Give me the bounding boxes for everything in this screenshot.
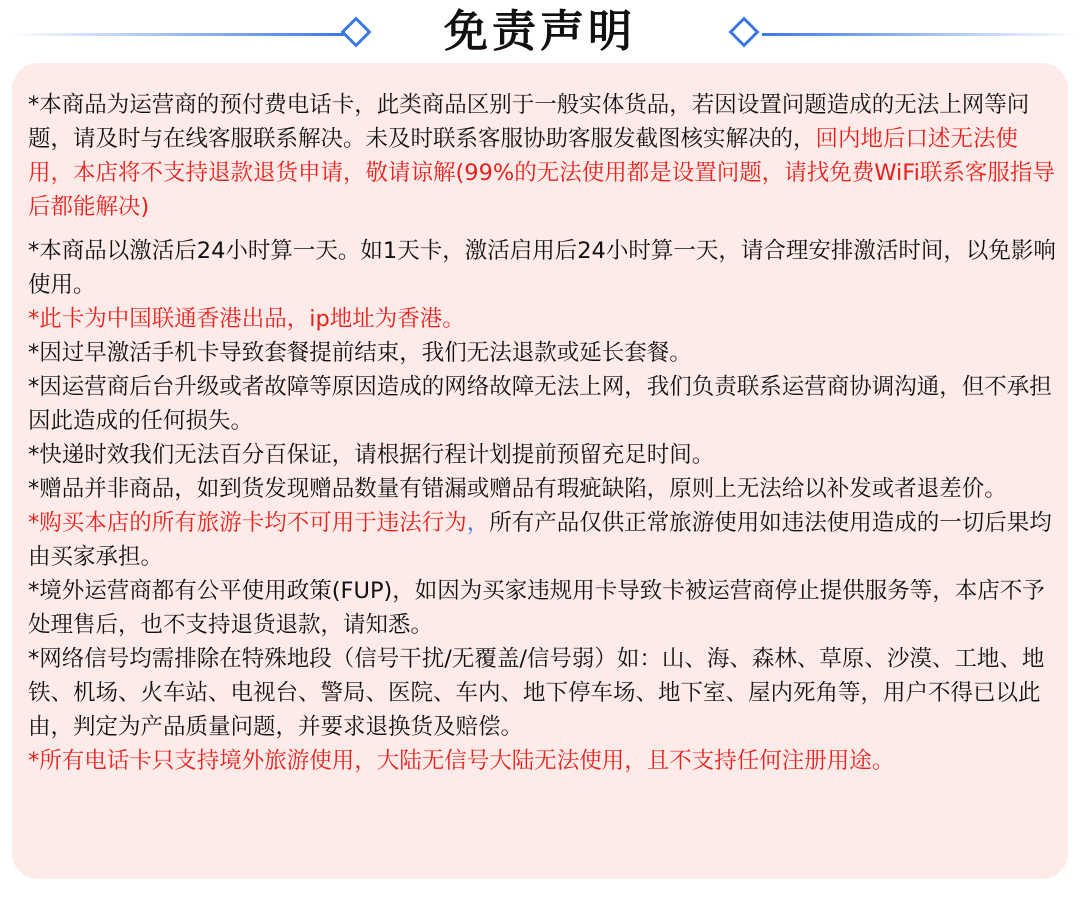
disclaimer-content xyxy=(28,88,1060,778)
disclaimer-paragraph xyxy=(28,88,1060,224)
disclaimer-paragraph: *快递时效我们无法百分百保证，请根据行程计划提前预留充足时间。 xyxy=(28,442,715,468)
disclaimer-warning-text: 购买本店的所有旅游卡均不可用于违法行为 xyxy=(39,510,467,536)
punctuation-comma: ， xyxy=(466,510,490,536)
disclaimer-paragraph: *网络信号均需排除在特殊地段（信号干扰/无覆盖/信号弱）如：山、海、森林、草原、沙漠、工地、地铁、机场、火车站、电视台、警局、医院、车内、地下停车场、地下室、屋内死角等，用户不得已以此由，判定为产品质量问题，并要求退换货及赔偿。 xyxy=(28,646,1045,740)
bullet-star: * xyxy=(28,510,40,536)
disclaimer-text: *本商品为运营商的预付费电话卡，此类商品区别于一般实体货品，若因设置问题造成的无法上网等问题，请及时与在线客服联系解决。未及时联系客服协助客服发截图核实解决的， xyxy=(28,92,1030,152)
header-line-right xyxy=(762,33,1080,36)
disclaimer-paragraph: *因运营商后台升级或者故障等原因造成的网络故障无法上网，我们负责联系运营商协调沟通，但不承担因此造成的任何损失。 xyxy=(28,374,1052,434)
disclaimer-paragraph: *境外运营商都有公平使用政策(FUP)，如因为买家违规用卡导致卡被运营商停止提供服务等，本店不予处理售后，也不支持退货退款，请知悉。 xyxy=(28,578,1045,638)
disclaimer-paragraph xyxy=(28,506,1060,574)
bullet-star: * xyxy=(28,306,40,332)
bullet-star: * xyxy=(28,748,40,774)
page-title: 免责声明 xyxy=(444,6,636,57)
disclaimer-warning-text: 此卡为中国联通香港出品，ip地址为香港。 xyxy=(39,306,465,332)
disclaimer-paragraph: *赠品并非商品，如到货发现赠品数量有错漏或赠品有瑕疵缺陷，原则上无法给以补发或者退差价。 xyxy=(28,476,1007,502)
disclaimer-paragraph: *本商品以激活后24小时算一天。如1天卡，激活启用后24小时算一天，请合理安排激活时间，以免影响使用。 xyxy=(28,238,1056,298)
disclaimer-paragraph xyxy=(28,302,1060,336)
disclaimer-text: 所有产品仅供正常旅游使用如违法使用造成的一切后果均由买家承担。 xyxy=(28,510,1052,570)
header xyxy=(0,0,1080,62)
disclaimer-warning-text: 回内地后口述无法使用，本店将不支持退款退货申请，敬请谅解(99%的无法使用都是设置问题，请找免费WiFi联系客服指导后都能解决) xyxy=(28,126,1055,220)
disclaimer-paragraph: *因过早激活手机卡导致套餐提前结束，我们无法退款或延长套餐。 xyxy=(28,340,692,366)
disclaimer-warning-text: 所有电话卡只支持境外旅游使用，大陆无信号大陆无法使用，且不支持任何注册用途。 xyxy=(39,748,895,774)
disclaimer-paragraph xyxy=(28,744,1060,778)
